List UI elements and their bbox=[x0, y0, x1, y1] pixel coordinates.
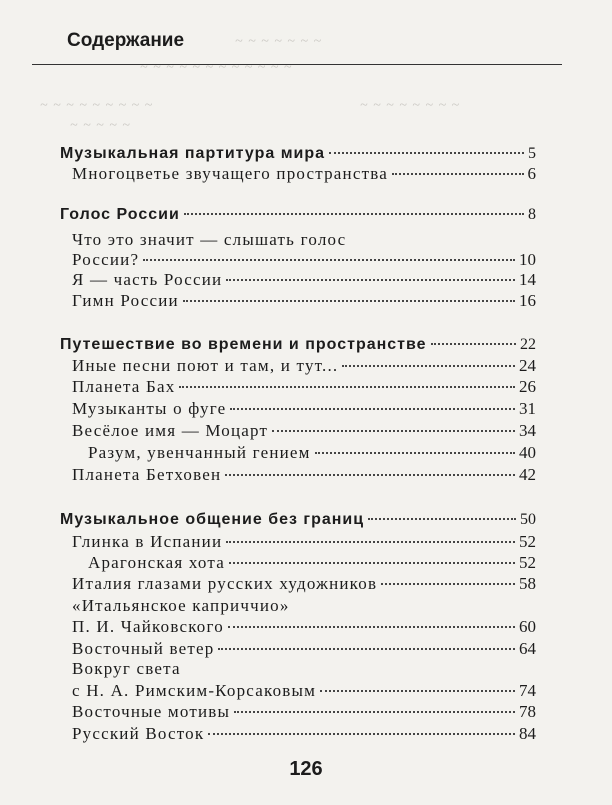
toc-entry-label: Русский Восток bbox=[72, 724, 205, 743]
toc-entry-page-number: 8 bbox=[528, 206, 536, 223]
toc-entry bbox=[72, 270, 536, 292]
toc-entry-page-number: 78 bbox=[519, 702, 536, 721]
toc-entry bbox=[72, 230, 536, 252]
dot-leader bbox=[229, 562, 515, 564]
dot-leader bbox=[381, 583, 515, 585]
toc-entry-label: Голос России bbox=[60, 206, 180, 223]
toc-entry bbox=[72, 377, 536, 399]
toc-entry-label: Восточный ветер bbox=[72, 639, 215, 658]
toc-entry-label: с Н. А. Римским-Корсаковым bbox=[72, 681, 317, 700]
toc-entry-page-number: 84 bbox=[519, 724, 536, 743]
toc-entry-label: Весёлое имя — Моцарт bbox=[72, 421, 269, 440]
dot-leader bbox=[225, 474, 515, 476]
toc-entry bbox=[72, 702, 536, 724]
toc-entry-label: Гимн России bbox=[72, 291, 179, 310]
dot-leader bbox=[228, 626, 515, 628]
toc-entry bbox=[72, 291, 536, 313]
toc-entry-label: Разум, увенчанный гением bbox=[88, 443, 311, 462]
dot-leader bbox=[230, 408, 515, 410]
toc-entry-page-number: 52 bbox=[519, 553, 536, 572]
toc-entry-page-number: 22 bbox=[520, 336, 536, 353]
toc-entry-page-number: 31 bbox=[519, 399, 536, 418]
toc-entry bbox=[72, 681, 536, 703]
toc-entry bbox=[72, 724, 536, 746]
toc-entry-label: Я — часть России bbox=[72, 270, 223, 289]
page-title: Содержание bbox=[67, 30, 185, 51]
bleed-through-text: ~ ~ ~ ~ ~ ~ ~ ~ ~ bbox=[40, 98, 154, 113]
toc-section-entry bbox=[60, 511, 536, 533]
dot-leader bbox=[272, 430, 515, 432]
toc-entry-label: России? bbox=[72, 250, 140, 269]
toc-entry-label: Иные песни поют и там, и тут... bbox=[72, 356, 339, 375]
toc-entry-page-number: 64 bbox=[519, 639, 536, 658]
toc-entry-page-number: 74 bbox=[519, 681, 536, 700]
dot-leader bbox=[184, 213, 524, 215]
dot-leader bbox=[183, 300, 515, 302]
dot-leader bbox=[342, 365, 515, 367]
toc-entry-page-number: 24 bbox=[519, 356, 536, 375]
toc-entry-label: Путешествие во времени и пространстве bbox=[60, 336, 427, 353]
toc-entry bbox=[72, 574, 536, 596]
toc-entry-page-number: 14 bbox=[519, 270, 536, 289]
toc-entry-label: Восточные мотивы bbox=[72, 702, 231, 721]
bleed-through-text: ~ ~ ~ ~ ~ ~ ~ bbox=[235, 34, 323, 49]
toc-entry-label: Музыкальное общение без границ bbox=[60, 511, 365, 528]
bleed-through-text: ~ ~ ~ ~ ~ ~ ~ ~ bbox=[360, 98, 461, 113]
dot-leader bbox=[226, 279, 515, 281]
dot-leader bbox=[179, 386, 515, 388]
toc-entry bbox=[72, 250, 536, 272]
toc-entry bbox=[72, 659, 536, 681]
toc-entry bbox=[72, 399, 536, 421]
toc-entry bbox=[72, 596, 536, 618]
toc-entry bbox=[72, 639, 536, 661]
toc-entry-page-number: 6 bbox=[527, 164, 536, 183]
toc-entry-label: Арагонская хота bbox=[88, 553, 225, 572]
toc-entry bbox=[88, 553, 536, 575]
toc-entry-page-number: 60 bbox=[519, 617, 536, 636]
toc-entry-page-number: 58 bbox=[519, 574, 536, 593]
toc-entry-label: П. И. Чайковского bbox=[72, 617, 224, 636]
toc-section-entry bbox=[60, 336, 536, 358]
toc-entry bbox=[72, 421, 536, 443]
toc-entry-label: Музыкальная партитура мира bbox=[60, 145, 326, 162]
bleed-through-text: ~ ~ ~ ~ ~ ~ ~ ~ ~ ~ ~ ~ bbox=[140, 60, 293, 75]
dot-leader bbox=[218, 648, 515, 650]
dot-leader bbox=[315, 452, 515, 454]
toc-entry-label: Планета Бах bbox=[72, 377, 176, 396]
toc-entry-page-number: 26 bbox=[519, 377, 536, 396]
toc-entry-label: «Итальянское каприччио» bbox=[72, 596, 290, 615]
dot-leader bbox=[208, 733, 515, 735]
header-rule bbox=[32, 64, 562, 65]
page-number: 126 bbox=[289, 758, 323, 780]
dot-leader bbox=[226, 541, 515, 543]
toc-entry bbox=[72, 532, 536, 554]
bleed-through-text: ~ ~ ~ ~ ~ bbox=[70, 118, 131, 133]
toc-entry bbox=[72, 465, 536, 487]
toc-entry-label: Глинка в Испании bbox=[72, 532, 223, 551]
toc-entry-page-number: 10 bbox=[519, 250, 536, 269]
dot-leader bbox=[329, 152, 524, 154]
toc-entry-page-number: 5 bbox=[528, 145, 536, 162]
toc-entry-page-number: 52 bbox=[519, 532, 536, 551]
toc-entry bbox=[72, 356, 536, 378]
toc-entry-label: Италия глазами русских художников bbox=[72, 574, 378, 593]
toc-entry-page-number: 34 bbox=[519, 421, 536, 440]
toc-entry-label: Вокруг света bbox=[72, 659, 181, 678]
toc-section-entry bbox=[60, 206, 536, 228]
toc-entry-page-number: 40 bbox=[519, 443, 536, 462]
toc-entry-page-number: 50 bbox=[520, 511, 536, 528]
dot-leader bbox=[368, 518, 516, 520]
toc-entry-label: Что это значит — слышать голос bbox=[72, 230, 347, 249]
toc-entry-page-number: 16 bbox=[519, 291, 536, 310]
toc-entry-label: Многоцветье звучащего пространства bbox=[72, 164, 388, 183]
toc-entry-page-number: 42 bbox=[519, 465, 536, 484]
toc-entry-label: Музыканты о фуге bbox=[72, 399, 227, 418]
toc-entry bbox=[72, 164, 536, 186]
dot-leader bbox=[143, 259, 515, 261]
dot-leader bbox=[320, 690, 515, 692]
toc-entry bbox=[88, 443, 536, 465]
dot-leader bbox=[431, 343, 516, 345]
dot-leader bbox=[392, 173, 524, 175]
toc-entry-label: Планета Бетховен bbox=[72, 465, 222, 484]
toc-entry bbox=[72, 617, 536, 639]
dot-leader bbox=[234, 711, 515, 713]
